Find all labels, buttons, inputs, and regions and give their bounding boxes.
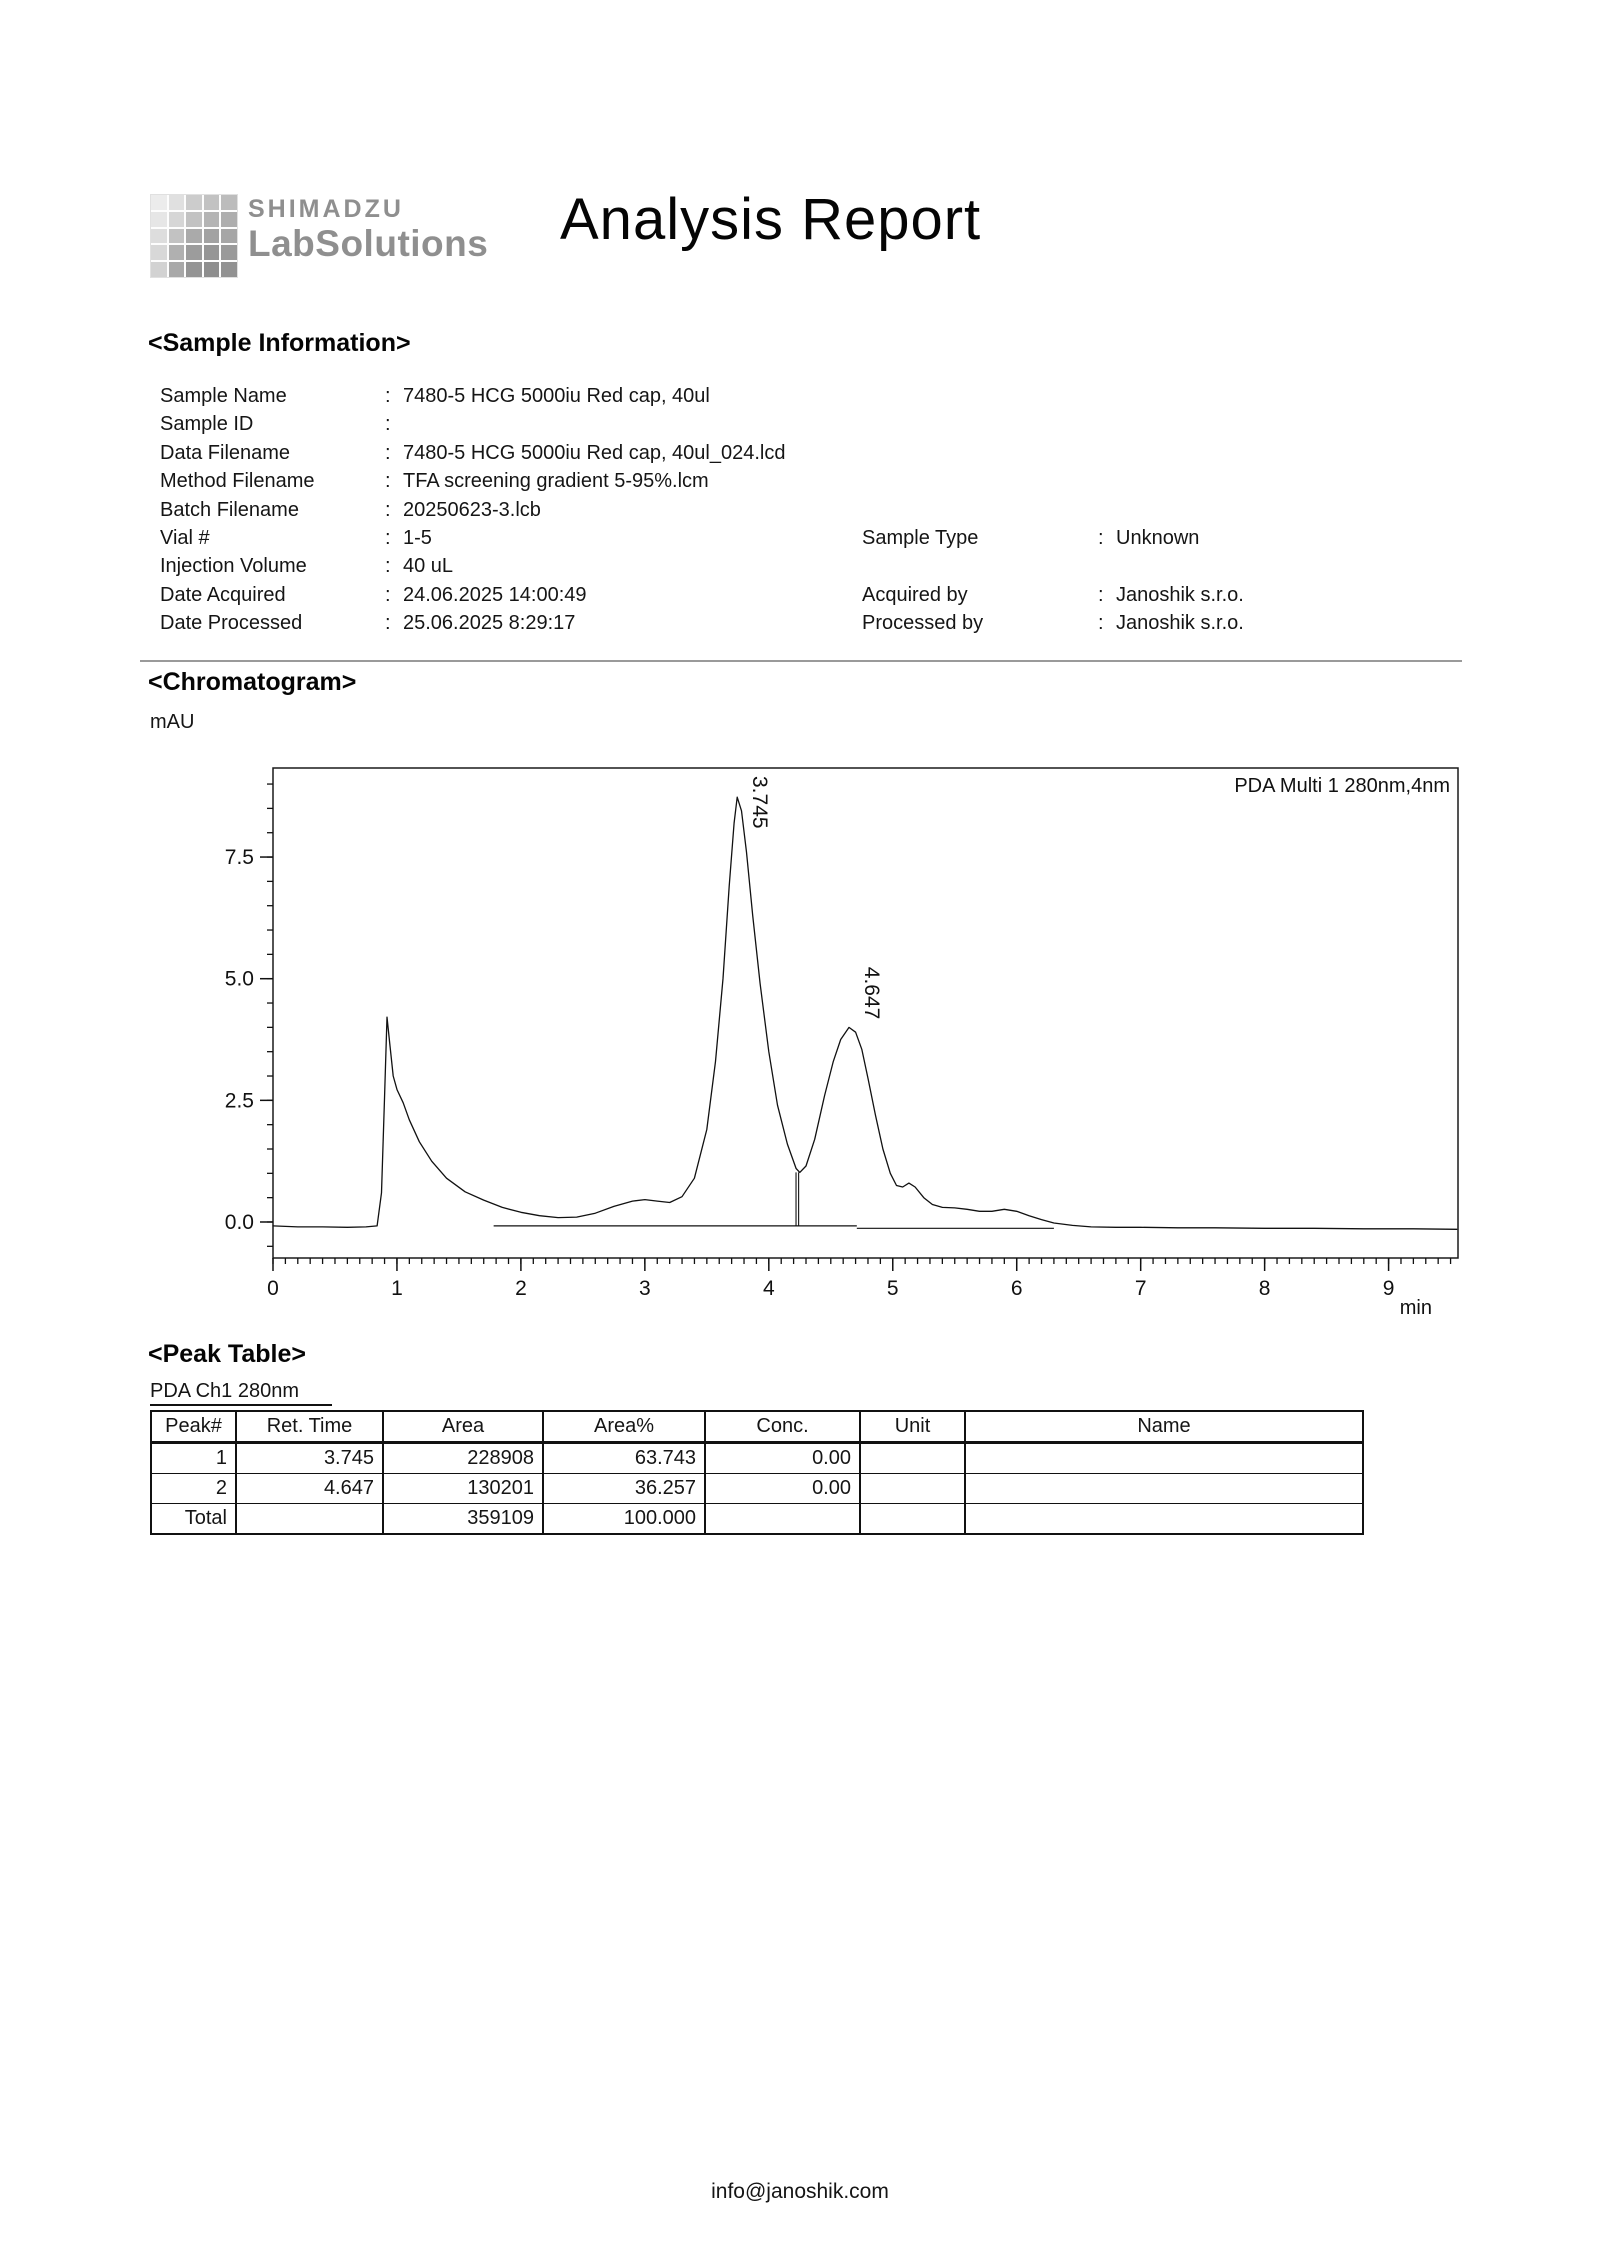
logo-cell (204, 212, 220, 227)
report-title: Analysis Report (560, 187, 982, 252)
sample-info-right-pair (862, 524, 1199, 552)
table-row (151, 1443, 1363, 1474)
field-label: Sample Name (160, 385, 287, 407)
brand-block (248, 197, 488, 262)
sample-information-heading: <Sample Information> (148, 329, 411, 357)
sample-info-row (160, 467, 785, 495)
field-label: Sample Type (862, 526, 979, 549)
logo-cell (221, 229, 237, 244)
x-tick-label: 9 (1382, 1277, 1395, 1300)
separator (385, 439, 403, 467)
column-header: Ret. Time (236, 1411, 383, 1443)
x-tick-label: 4 (762, 1277, 775, 1300)
x-tick-label: 3 (639, 1277, 651, 1300)
field-label: Data Filename (160, 441, 291, 464)
logo-cell (204, 262, 220, 277)
logo-cell (186, 195, 202, 210)
cell-area: 359109 (383, 1504, 543, 1535)
cell-conc: 0.00 (705, 1474, 860, 1504)
logo-cell (186, 212, 202, 227)
sample-info-row (160, 439, 785, 467)
field-value: 7480-5 HCG 5000iu Red cap, 40ul_024.lcd (403, 441, 786, 464)
separator (385, 581, 403, 609)
separator (1098, 581, 1116, 609)
sample-info-row (160, 382, 785, 410)
field-label: Processed by (862, 612, 984, 635)
logo-cell (151, 245, 167, 260)
x-tick-label: 1 (391, 1277, 403, 1300)
cell-conc: 0.00 (705, 1443, 860, 1474)
cell-unit (860, 1474, 965, 1504)
column-header: Peak# (151, 1411, 236, 1443)
peak-rt-label: 3.745 (748, 776, 772, 829)
legend-label: PDA Multi 1 280nm,4nm (1234, 775, 1450, 797)
column-header: Name (965, 1411, 1363, 1443)
cell-area: 130201 (383, 1474, 543, 1504)
separator (385, 410, 403, 438)
channel-label: PDA Ch1 280nm (150, 1380, 332, 1406)
logo-cell (221, 212, 237, 227)
cell-name (965, 1504, 1363, 1535)
cell-peak-number: 2 (151, 1474, 236, 1504)
logo-cell (169, 212, 185, 227)
logo-cell (186, 245, 202, 260)
sample-info-row (160, 552, 785, 580)
separator (385, 496, 403, 524)
table-total-row (151, 1504, 1363, 1535)
sample-information-block (160, 382, 1244, 638)
logo-cell (186, 229, 202, 244)
separator (385, 524, 403, 552)
cell-ret-time: 3.745 (236, 1443, 383, 1474)
field-label: Batch Filename (160, 498, 299, 521)
cell-name (965, 1474, 1363, 1504)
field-value: 1-5 (403, 526, 432, 549)
logo-cell (151, 262, 167, 277)
chromatogram-heading: <Chromatogram> (148, 668, 357, 696)
field-value: Unknown (1116, 526, 1200, 549)
x-tick-label: 8 (1258, 1277, 1271, 1300)
y-tick-label: 5.0 (224, 967, 254, 991)
separator (385, 467, 403, 495)
field-label: Acquired by (862, 583, 968, 606)
field-value: 7480-5 HCG 5000iu Red cap, 40ul (403, 385, 710, 407)
field-label: Date Processed (160, 612, 303, 635)
cell-total-label: Total (151, 1504, 236, 1535)
separator (385, 382, 403, 410)
y-tick-label: 2.5 (224, 1089, 254, 1113)
cell-ret-time (236, 1504, 383, 1535)
logo-cell (169, 262, 185, 277)
cell-area-percent: 100.000 (543, 1504, 705, 1535)
field-label: Injection Volume (160, 555, 307, 578)
logo-cell (169, 195, 185, 210)
cell-ret-time: 4.647 (236, 1474, 383, 1504)
peak-table-header-row (151, 1411, 1363, 1443)
cell-conc (705, 1504, 860, 1535)
field-value: Janoshik s.r.o. (1116, 583, 1244, 606)
cell-unit (860, 1443, 965, 1474)
table-row (151, 1474, 1363, 1504)
shimadzu-logo-icon (150, 194, 238, 278)
separator (385, 552, 403, 580)
field-value: 20250623-3.lcb (403, 498, 541, 521)
x-tick-label: 6 (1010, 1277, 1023, 1300)
x-axis-unit-label: min (1399, 1297, 1432, 1319)
cell-area: 228908 (383, 1443, 543, 1474)
sample-info-row (160, 496, 785, 524)
logo-cell (204, 245, 220, 260)
chromatogram-plot (180, 760, 1500, 1340)
product-name: LabSolutions (248, 223, 489, 264)
field-value: 40 uL (403, 555, 454, 578)
field-value: TFA screening gradient 5-95%.lcm (403, 470, 709, 493)
field-label: Date Acquired (160, 583, 286, 606)
separator (385, 609, 403, 637)
footer-contact: info@janoshik.com (711, 2180, 889, 2203)
sample-info-row (160, 410, 785, 438)
brand-name: SHIMADZU (248, 195, 404, 223)
x-tick-label: 7 (1134, 1277, 1147, 1300)
section-divider (140, 660, 1462, 662)
field-label: Vial # (160, 526, 210, 549)
cell-area-percent: 63.743 (543, 1443, 705, 1474)
column-header: Unit (860, 1411, 965, 1443)
sample-info-row (160, 609, 1244, 637)
field-value: 25.06.2025 8:29:17 (403, 612, 576, 635)
cell-area-percent: 36.257 (543, 1474, 705, 1504)
logo-cell (169, 245, 185, 260)
logo-cell (204, 229, 220, 244)
sample-info-row (160, 581, 1244, 609)
column-header: Conc. (705, 1411, 860, 1443)
sample-info-right-pair (862, 581, 1244, 609)
cell-unit (860, 1504, 965, 1535)
column-header: Area% (543, 1411, 705, 1443)
sample-info-right-pair (862, 609, 1244, 637)
logo-cell (186, 262, 202, 277)
x-tick-label: 0 (267, 1277, 279, 1300)
x-tick-label: 2 (515, 1277, 527, 1300)
logo-cell (204, 195, 220, 210)
logo-cell (151, 212, 167, 227)
cell-name (965, 1443, 1363, 1474)
x-tick-label: 5 (886, 1277, 899, 1300)
cell-peak-number: 1 (151, 1443, 236, 1474)
field-value: 24.06.2025 14:00:49 (403, 583, 587, 606)
logo-cell (221, 245, 237, 260)
separator (1098, 609, 1116, 637)
separator (1098, 524, 1116, 552)
field-label: Method Filename (160, 470, 315, 493)
column-header: Area (383, 1411, 543, 1443)
logo-cell (151, 229, 167, 244)
sample-info-row (160, 524, 1200, 552)
logo-cell (221, 262, 237, 277)
peak-table (150, 1410, 1364, 1535)
y-tick-label: 0.0 (224, 1210, 254, 1234)
y-axis-unit-label: mAU (150, 711, 195, 733)
logo-cell (169, 229, 185, 244)
peak-table-heading: <Peak Table> (148, 1340, 306, 1368)
peak-rt-label: 4.647 (860, 966, 884, 1020)
logo-cell (151, 195, 167, 210)
y-tick-label: 7.5 (224, 846, 254, 870)
field-value: Janoshik s.r.o. (1116, 612, 1244, 635)
field-label: Sample ID (160, 413, 254, 436)
logo-cell (221, 195, 237, 210)
